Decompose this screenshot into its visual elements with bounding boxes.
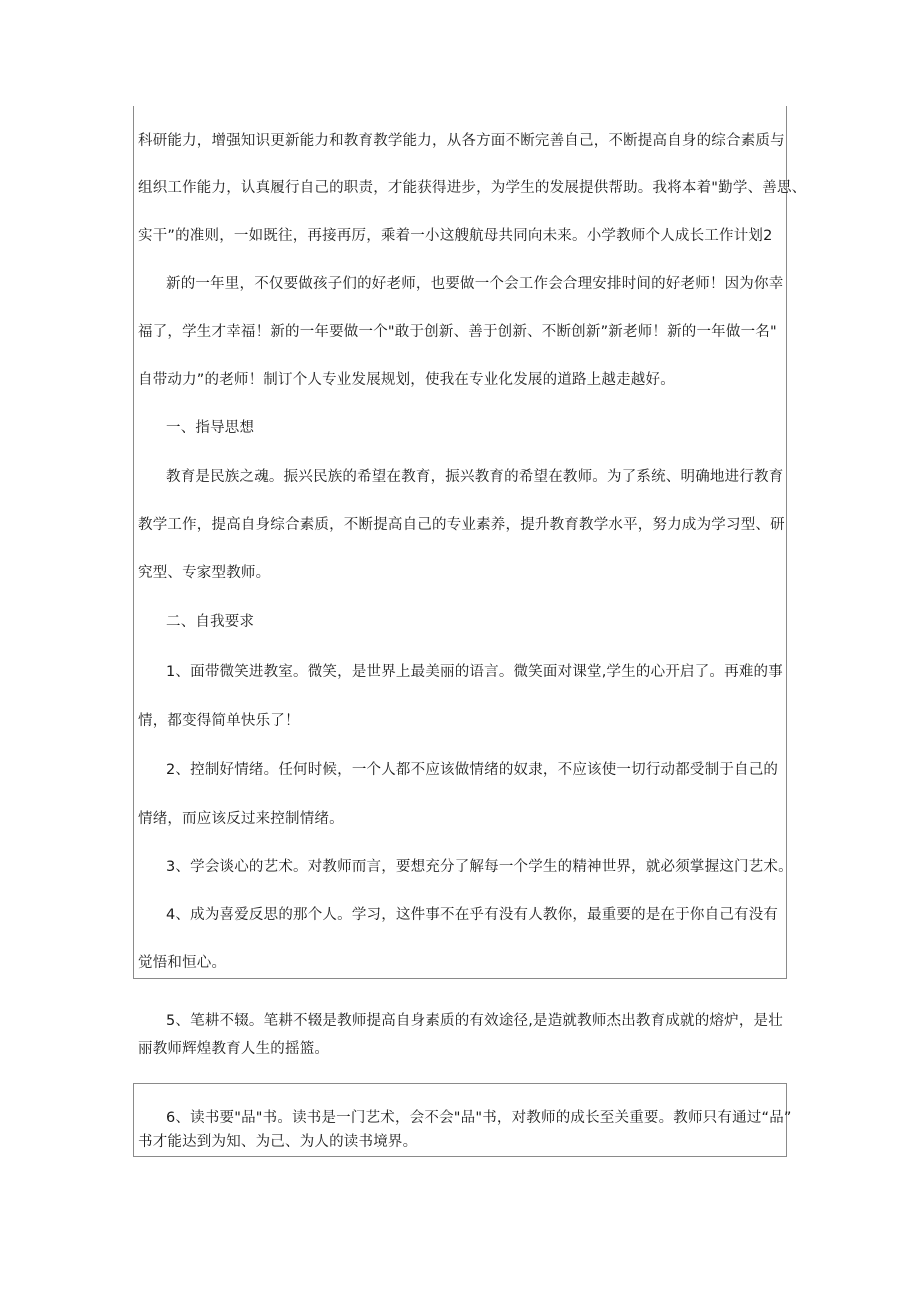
paragraph-line: 3、学会谈心的艺术。对教师而言，要想充分了解每一个学生的精神世界，就必须掌握这门艺术。 [166, 859, 793, 875]
paragraph-line: 自带动力”的老师！制订个人专业发展规划，使我在专业化发展的道路上越走越好。 [138, 372, 675, 388]
paragraph-line: 书才能达到为知、为己、为人的读书境界。 [138, 1134, 418, 1150]
section-heading: 二、自我要求 [166, 614, 255, 630]
paragraph-line: 教学工作，提高自身综合素质，不断提高自己的专业素养，提升教育教学水平，努力成为学习型、研 [138, 517, 785, 533]
section-heading: 一、指导思想 [166, 420, 255, 436]
paragraph-line: 情绪，而应该反过来控制情绪。 [138, 811, 344, 827]
paragraph-line: 觉悟和恒心。 [138, 955, 227, 971]
paragraph-line: 4、成为喜爱反思的那个人。学习，这件事不在乎有没有人教你，最重要的是在于你自己有没有 [166, 907, 779, 923]
paragraph-line: 科研能力，增强知识更新能力和教育教学能力，从各方面不断完善自己，不断提高自身的综合素质与 [138, 133, 785, 149]
paragraph-line: 究型、专家型教师。 [138, 565, 271, 581]
paragraph-line: 实干”的准则，一如既往，再接再厉，乘着一小这艘航母共同向未来。小学教师个人成长工作计划2 [138, 228, 773, 244]
paragraph-line: 新的一年里，不仅要做孩子们的好老师，也要做一个会工作会合理安排时间的好老师！因为你幸 [166, 276, 784, 292]
paragraph-line: 丽教师辉煌教育人生的摇篮。 [138, 1041, 330, 1057]
paragraph-line: 组织工作能力，认真履行自己的职责，才能获得进步，为学生的发展提供帮助。我将本着"勤学、善思、 [138, 180, 807, 196]
paragraph-line: 2、控制好情绪。任何时候，一个人都不应该做情绪的奴隶，不应该使一切行动都受制于自己的 [166, 762, 779, 778]
paragraph-line: 福了，学生才幸福！新的一年要做一个"敢于创新、善于创新、不断创新”新老师！新的一年做一名" [138, 324, 777, 340]
paragraph-line: 情，都变得简单快乐了！ [138, 713, 300, 729]
paragraph-line: 1、面带微笑进教室。微笑，是世界上最美丽的语言。微笑面对课堂,学生的心开启了。再难的事 [166, 664, 783, 680]
paragraph-line: 教育是民族之魂。振兴民族的希望在教育，振兴教育的希望在教师。为了系统、明确地进行教育 [166, 469, 784, 485]
paragraph-line: 6、读书要"品"书。读书是一门艺术，会不会"品"书，对教师的成长至关重要。教师只有通过“品” [166, 1110, 792, 1126]
paragraph-line: 5、笔耕不辍。笔耕不辍是教师提高自身素质的有效途径,是造就教师杰出教育成就的熔炉，是壮 [166, 1013, 783, 1029]
